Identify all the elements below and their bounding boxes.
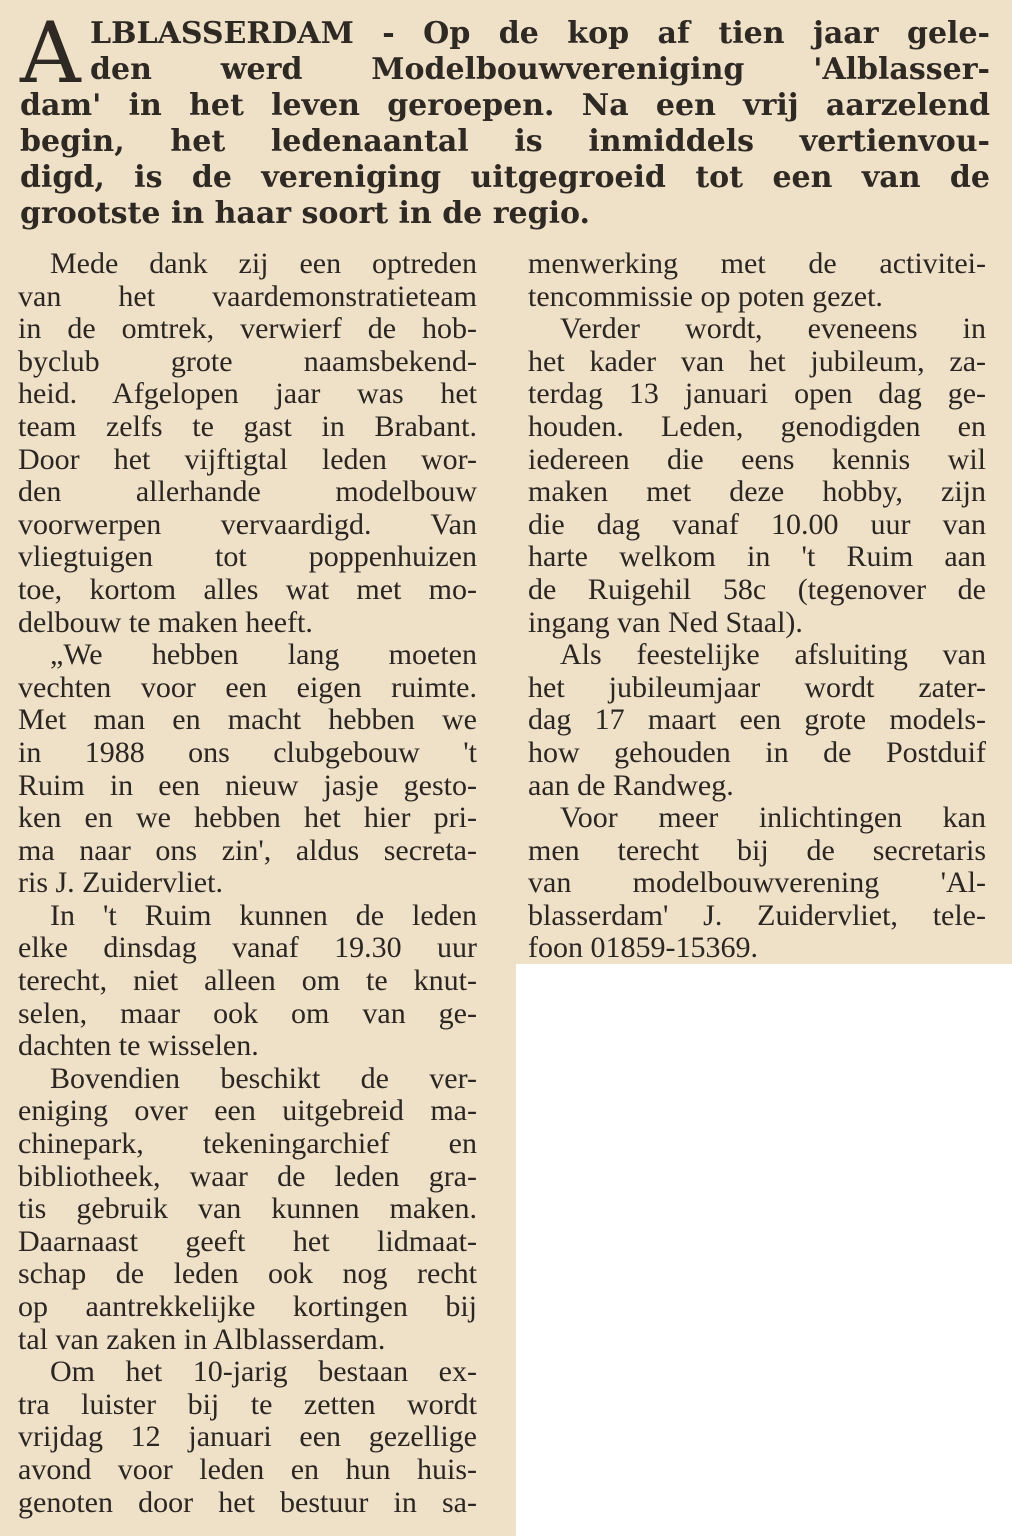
drop-cap: A: [20, 4, 81, 102]
text-line: Door het vijftigtal leden wor-: [18, 442, 477, 476]
lead-line: dam' in het leven geroepen. Na een vrij aarzelend: [20, 88, 990, 123]
text-line: Verder wordt, eveneens in: [560, 312, 986, 346]
text-line: foon 01859-15369.: [528, 931, 758, 965]
text-line: Om het 10-jarig bestaan ex-: [50, 1355, 477, 1389]
text-line: bibliotheek, waar de leden gra-: [18, 1159, 477, 1193]
text-line: chinepark, tekeningarchief en: [18, 1127, 477, 1161]
text-line: team zelfs te gast in Brabant.: [18, 409, 477, 443]
text-line: schap de leden ook nog recht: [18, 1257, 477, 1291]
text-line: selen, maar ook om van ge-: [18, 996, 477, 1030]
article-column-left: [18, 248, 477, 1519]
text-line: Daarnaast geeft het lidmaat-: [18, 1224, 477, 1258]
text-line: van het vaardemonstratieteam: [18, 279, 477, 313]
text-line: op aantrekkelijke kortingen bij: [18, 1290, 477, 1323]
text-line: die dag vanaf 10.00 uur van: [528, 507, 986, 541]
text-line: byclub grote naamsbekend-: [18, 344, 477, 378]
text-line: in 1988 ons clubgebouw 't: [18, 735, 477, 769]
text-line: how gehouden in de Postduif: [528, 735, 986, 769]
text-line: de Ruigehil 58c (tegenover de: [528, 572, 986, 606]
text-line: terdag 13 januari open dag ge-: [528, 377, 986, 411]
text-line: men terecht bij de secretaris: [528, 833, 986, 867]
text-line: den allerhande modelbouw: [18, 475, 477, 509]
text-line: „We hebben lang moeten: [50, 638, 477, 672]
text-line: tis gebruik van kunnen maken.: [18, 1192, 477, 1226]
lead-line: begin, het ledenaantal is inmiddels vertienvou-: [20, 124, 990, 159]
text-line: houden. Leden, genodigden en: [528, 409, 986, 443]
lead-line: den werd Modelbouwvereniging 'Alblasser-: [90, 52, 990, 87]
lead-line: grootste in haar soort in de regio.: [20, 196, 590, 231]
article-column-right: [528, 248, 986, 965]
text-line: avond voor leden en hun huis-: [18, 1452, 477, 1486]
text-line: blasserdam' J. Zuidervliet, tele-: [528, 898, 986, 932]
text-line: vliegtuigen tot poppenhuizen: [18, 540, 477, 574]
text-line: dachten te wisselen.: [18, 1029, 259, 1063]
text-line: tra luister bij te zetten wordt: [18, 1387, 477, 1421]
text-line: dag 17 maart een grote models-: [528, 703, 986, 737]
text-line: ken en we hebben het hier pri-: [18, 801, 477, 835]
text-line: elke dinsdag vanaf 19.30 uur: [18, 931, 477, 965]
text-line: aan de Randweg.: [528, 768, 734, 802]
text-line: het kader van het jubileum, za-: [528, 344, 986, 378]
text-line: Als feestelijke afsluiting van: [560, 638, 986, 672]
text-line: vechten voor een eigen ruimte.: [18, 670, 477, 704]
text-line: tencommissie op poten gezet.: [528, 279, 883, 313]
text-line: Bovendien beschikt de ver-: [50, 1061, 477, 1095]
text-line: van modelbouwverening 'Al-: [528, 866, 986, 900]
text-line: voorwerpen vervaardigd. Van: [18, 507, 477, 541]
text-line: iedereen die eens kennis wil: [528, 442, 986, 476]
text-line: heid. Afgelopen jaar was het: [18, 377, 477, 411]
text-line: tal van zaken in Alblasserdam.: [18, 1322, 386, 1356]
text-line: harte welkom in 't Ruim aan: [528, 540, 986, 574]
text-line: vrijdag 12 januari een gezellige: [18, 1420, 477, 1454]
text-line: maken met deze hobby, zijn: [528, 475, 986, 509]
text-line: Ruim in een nieuw jasje gesto-: [18, 768, 477, 802]
lead-line: LBLASSERDAM - Op de kop af tien jaar gele-: [90, 16, 990, 51]
text-line: het jubileumjaar wordt zater-: [528, 670, 986, 704]
text-line: In 't Ruim kunnen de leden: [50, 898, 477, 932]
text-line: Met man en macht hebben we: [18, 703, 477, 737]
text-line: ma naar ons zin', aldus secreta-: [18, 833, 477, 867]
text-line: menwerking met de activitei-: [528, 247, 986, 280]
text-line: genoten door het bestuur in sa-: [18, 1485, 477, 1519]
text-line: eniging over een uitgebreid ma-: [18, 1094, 477, 1128]
text-line: in de omtrek, verwierf de hob-: [18, 312, 477, 346]
lead-line: digd, is de vereniging uitgegroeid tot een van de: [20, 160, 990, 195]
text-line: terecht, niet alleen om te knut-: [18, 964, 477, 998]
text-line: Voor meer inlichtingen kan: [560, 801, 986, 835]
text-line: ris J. Zuidervliet.: [18, 866, 223, 900]
text-line: Mede dank zij een optreden: [50, 247, 477, 280]
text-line: ingang van Ned Staal).: [528, 605, 803, 639]
text-line: delbouw te maken heeft.: [18, 605, 313, 639]
text-line: toe, kortom alles wat met mo-: [18, 572, 477, 606]
